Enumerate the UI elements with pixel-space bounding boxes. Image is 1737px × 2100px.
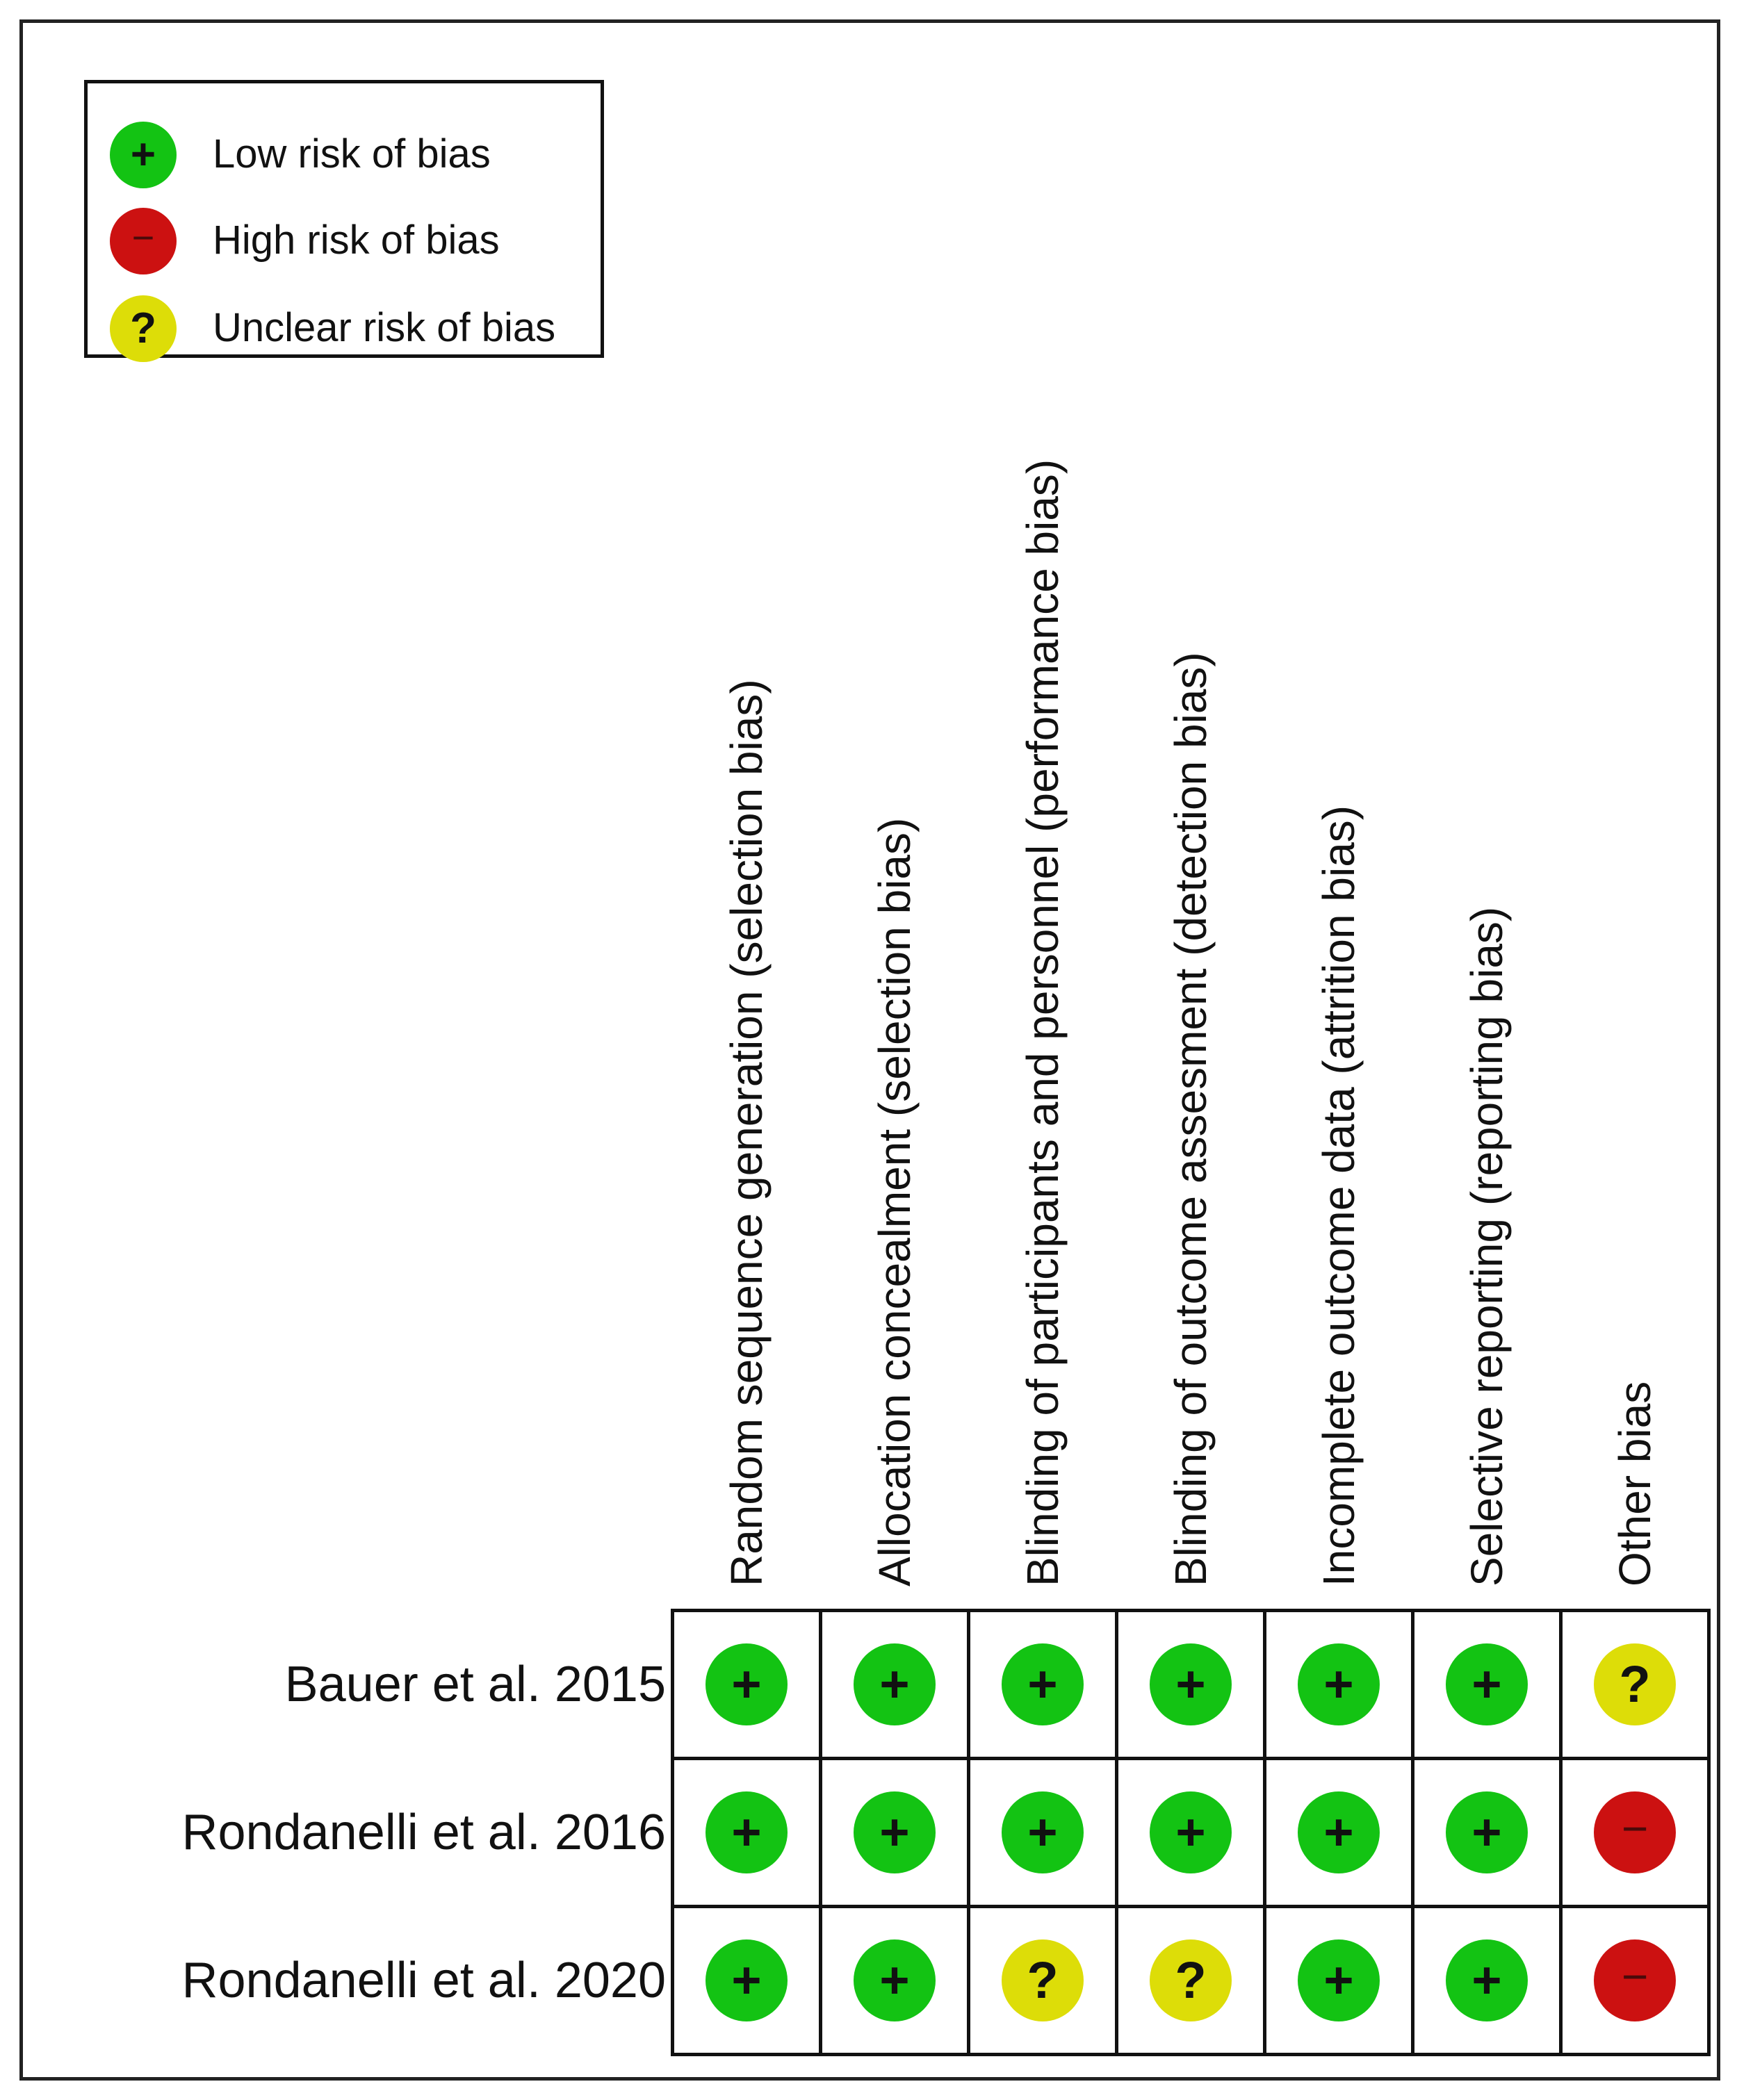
judgement-cell — [969, 1611, 1117, 1759]
judgement-cell — [673, 1907, 821, 2055]
judgement-cell — [1413, 1611, 1561, 1759]
low-risk-icon: + — [854, 1791, 936, 1873]
unclear-risk-icon: ? — [1594, 1643, 1676, 1725]
low-risk-icon: + — [1446, 1643, 1528, 1725]
low-risk-icon: + — [854, 1643, 936, 1725]
study-label: Bauer et al. 2015 — [284, 1657, 666, 1712]
high-risk-icon: − — [1594, 1939, 1676, 2021]
domain-header: Incomplete outcome data (attrition bias) — [1314, 805, 1364, 1586]
judgement-cell — [1413, 1759, 1561, 1907]
judgement-cell — [821, 1611, 969, 1759]
low-risk-icon: + — [1150, 1791, 1232, 1873]
table-row — [673, 1611, 1709, 1759]
domain-header: Blinding of outcome assesment (detection bias) — [1166, 652, 1216, 1586]
judgement-cell — [969, 1759, 1117, 1907]
low-risk-icon: + — [1446, 1939, 1528, 2021]
domain-header: Other bias — [1610, 1381, 1660, 1586]
high-risk-icon: − — [1594, 1791, 1676, 1873]
low-risk-icon: + — [1298, 1643, 1380, 1725]
table-row — [673, 1907, 1709, 2055]
judgement-cell — [821, 1759, 969, 1907]
judgement-cell — [969, 1907, 1117, 2055]
figure-frame — [19, 19, 1720, 2081]
low-risk-icon: + — [854, 1939, 936, 2021]
judgement-cell — [1117, 1759, 1265, 1907]
judgement-cell — [1117, 1611, 1265, 1759]
unclear-risk-icon: ? — [110, 295, 177, 362]
judgement-cell — [1117, 1907, 1265, 2055]
judgement-cell — [1265, 1759, 1413, 1907]
unclear-risk-icon: ? — [1150, 1939, 1232, 2021]
risk-of-bias-grid — [671, 1609, 1711, 2056]
domain-header: Selective reporting (reporting bias) — [1462, 906, 1512, 1586]
domain-header: Blinding of participants and personnel (performance bias) — [1018, 459, 1068, 1586]
domain-header: Random sequence generation (selection bias) — [721, 679, 772, 1586]
judgement-cell — [673, 1611, 821, 1759]
judgement-cell — [1561, 1907, 1709, 2055]
low-risk-icon: + — [1446, 1791, 1528, 1873]
judgement-cell — [673, 1759, 821, 1907]
low-risk-icon: + — [1298, 1791, 1380, 1873]
judgement-cell — [1265, 1611, 1413, 1759]
low-risk-icon: + — [1298, 1939, 1380, 2021]
table-row — [673, 1759, 1709, 1907]
unclear-risk-icon: ? — [1002, 1939, 1084, 2021]
judgement-cell — [1561, 1759, 1709, 1907]
low-risk-icon: + — [706, 1791, 788, 1873]
low-risk-icon: + — [706, 1643, 788, 1725]
low-risk-icon: + — [1002, 1791, 1084, 1873]
low-risk-icon: + — [110, 122, 177, 188]
judgement-cell — [1265, 1907, 1413, 2055]
domain-header: Allocation concealment (selection bias) — [870, 817, 920, 1586]
low-risk-icon: + — [706, 1939, 788, 2021]
legend-label-low: Low risk of bias — [213, 131, 491, 177]
judgement-cell — [821, 1907, 969, 2055]
judgement-cell — [1561, 1611, 1709, 1759]
study-label: Rondanelli et al. 2020 — [181, 1953, 666, 2008]
low-risk-icon: + — [1002, 1643, 1084, 1725]
study-label: Rondanelli et al. 2016 — [181, 1805, 666, 1860]
legend-label-high: High risk of bias — [213, 218, 500, 263]
legend-label-unclear: Unclear risk of bias — [213, 305, 556, 350]
high-risk-icon: − — [110, 208, 177, 274]
judgement-cell — [1413, 1907, 1561, 2055]
low-risk-icon: + — [1150, 1643, 1232, 1725]
